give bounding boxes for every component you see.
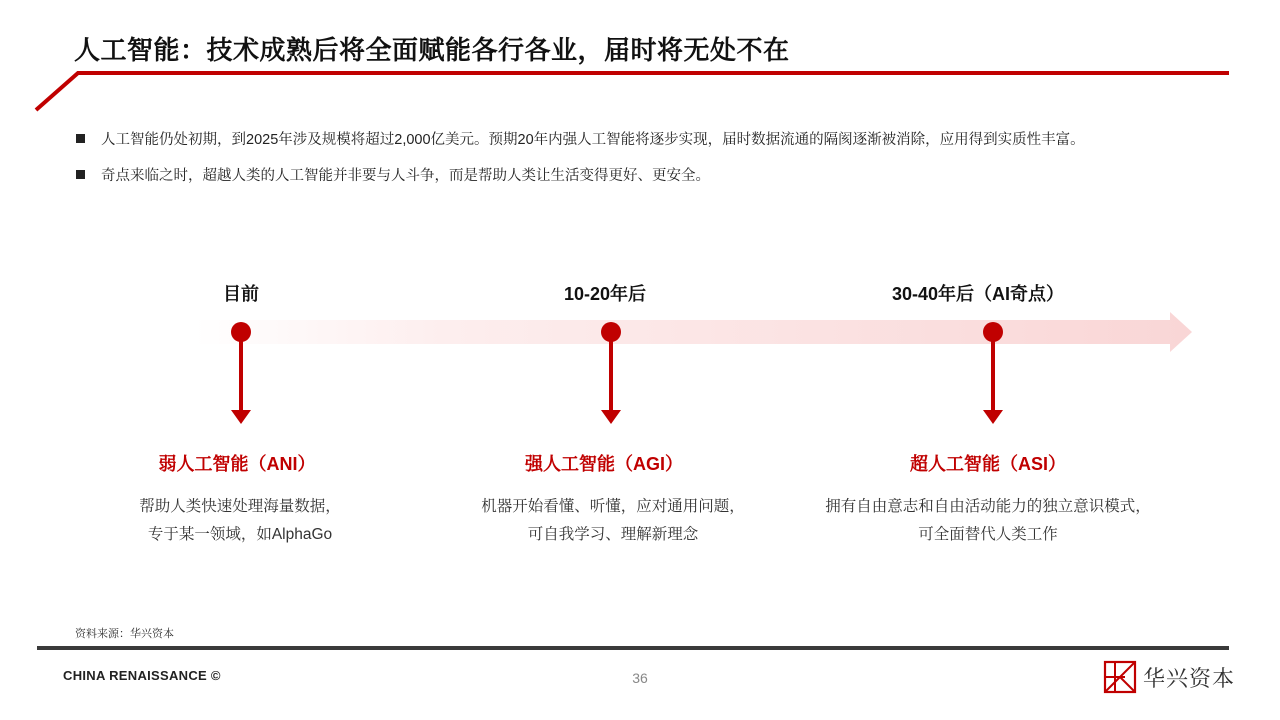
stage-description-line: 机器开始看懂、听懂，应对通用问题， (481, 498, 745, 515)
stage-description (481, 493, 745, 549)
source-note: 资料来源：华兴资本 (75, 628, 174, 640)
timeline-marker (601, 322, 621, 424)
timeline-arrow-icon (195, 312, 1192, 352)
timeline-marker (983, 322, 1003, 424)
stage-name: 强人工智能（AGI） (524, 454, 684, 474)
china-renaissance-logo-icon (1103, 660, 1137, 694)
stage-name: 弱人工智能（ANI） (158, 454, 316, 474)
timeline-marker (231, 322, 251, 424)
stage-period: 目前 (223, 284, 259, 304)
bullet-text: 人工智能仍处初期，到2025年涉及规模将超过2,000亿美元。预期20年内强人工智能将逐步实现，届时数据流通的隔阂逐渐被消除，应用得到实质性丰富。 (101, 131, 1085, 148)
page-number: 36 (632, 670, 648, 686)
stage-period: 10-20年后 (563, 284, 647, 304)
stage-description (139, 493, 341, 549)
stage-description-line: 帮助人类快速处理海量数据， (139, 498, 341, 515)
stage-description-line: 拥有自由意志和自由活动能力的独立意识模式， (825, 498, 1151, 515)
company-logo (1103, 660, 1235, 694)
stage-period: 30-40年后（AI奇点） (891, 284, 1065, 304)
bullet-text: 奇点来临之时，超越人类的人工智能并非要与人斗争，而是帮助人类让生活变得更好、更安全。 (101, 167, 710, 184)
stage-description-line: 可全面替代人类工作 (918, 526, 1058, 543)
logo-text: 华兴资本 (1143, 665, 1236, 691)
stage-description-line: 可自我学习、理解新理念 (527, 526, 699, 543)
stage-description-line: 专于某一领域，如AlphaGo (147, 526, 333, 543)
stage-description (825, 493, 1151, 549)
footer-company: CHINA RENAISSANCE © (63, 668, 221, 683)
footer-divider (37, 646, 1229, 650)
stage-name: 超人工智能（ASI） (909, 454, 1067, 474)
page-title: 人工智能：技术成熟后将全面赋能各行各业，届时将无处不在 (74, 35, 790, 65)
